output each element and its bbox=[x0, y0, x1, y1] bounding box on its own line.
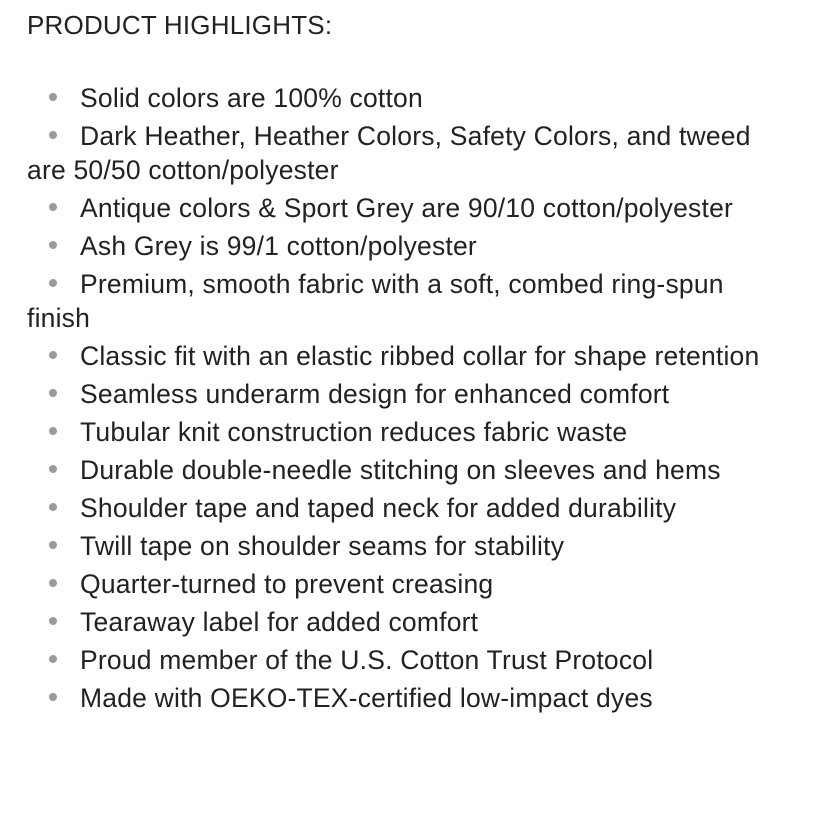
list-item-text: Tearaway label for added comfort bbox=[80, 607, 479, 637]
bullet-icon bbox=[49, 279, 57, 287]
highlights-list bbox=[27, 81, 770, 715]
bullet-icon bbox=[49, 465, 57, 473]
bullet-icon bbox=[49, 203, 57, 211]
list-item bbox=[27, 681, 770, 715]
list-item-text: Quarter-turned to prevent creasing bbox=[80, 569, 494, 599]
list-item bbox=[27, 267, 770, 335]
list-item-text: Classic fit with an elastic ribbed collar for shape retention bbox=[80, 341, 760, 371]
list-item-text: Shoulder tape and taped neck for added durability bbox=[80, 493, 677, 523]
list-item-text: Dark Heather, Heather Colors, Safety Colors, and tweed are 50/50 cotton/polyester bbox=[27, 121, 751, 185]
list-item bbox=[27, 643, 770, 677]
list-item bbox=[27, 605, 770, 639]
list-item bbox=[27, 377, 770, 411]
bullet-icon bbox=[49, 131, 57, 139]
bullet-icon bbox=[49, 389, 57, 397]
list-item bbox=[27, 567, 770, 601]
bullet-icon bbox=[49, 351, 57, 359]
list-item-text: Tubular knit construction reduces fabric waste bbox=[80, 417, 628, 447]
list-item bbox=[27, 491, 770, 525]
bullet-icon bbox=[49, 427, 57, 435]
list-item-text: Premium, smooth fabric with a soft, combed ring-spun finish bbox=[27, 269, 724, 333]
list-item bbox=[27, 191, 770, 225]
list-item bbox=[27, 453, 770, 487]
list-item-text: Solid colors are 100% cotton bbox=[80, 83, 423, 113]
list-item-text: Proud member of the U.S. Cotton Trust Protocol bbox=[80, 645, 654, 675]
list-item bbox=[27, 339, 770, 373]
bullet-icon bbox=[49, 541, 57, 549]
list-item bbox=[27, 229, 770, 263]
list-item bbox=[27, 529, 770, 563]
list-item-text: Durable double-needle stitching on sleeves and hems bbox=[80, 455, 721, 485]
bullet-icon bbox=[49, 693, 57, 701]
list-item bbox=[27, 81, 770, 115]
list-item-text: Twill tape on shoulder seams for stability bbox=[80, 531, 565, 561]
bullet-icon bbox=[49, 617, 57, 625]
bullet-icon bbox=[49, 655, 57, 663]
list-item bbox=[27, 119, 770, 187]
bullet-icon bbox=[49, 503, 57, 511]
list-item bbox=[27, 415, 770, 449]
list-item-text: Antique colors & Sport Grey are 90/10 cotton/polyester bbox=[80, 193, 734, 223]
list-item-text: Made with OEKO-TEX-certified low-impact dyes bbox=[80, 683, 653, 713]
bullet-icon bbox=[49, 579, 57, 587]
bullet-icon bbox=[49, 93, 57, 101]
list-item-text: Seamless underarm design for enhanced comfort bbox=[80, 379, 670, 409]
bullet-icon bbox=[49, 241, 57, 249]
list-item-text: Ash Grey is 99/1 cotton/polyester bbox=[80, 231, 477, 261]
section-heading: PRODUCT HIGHLIGHTS: bbox=[27, 10, 333, 40]
